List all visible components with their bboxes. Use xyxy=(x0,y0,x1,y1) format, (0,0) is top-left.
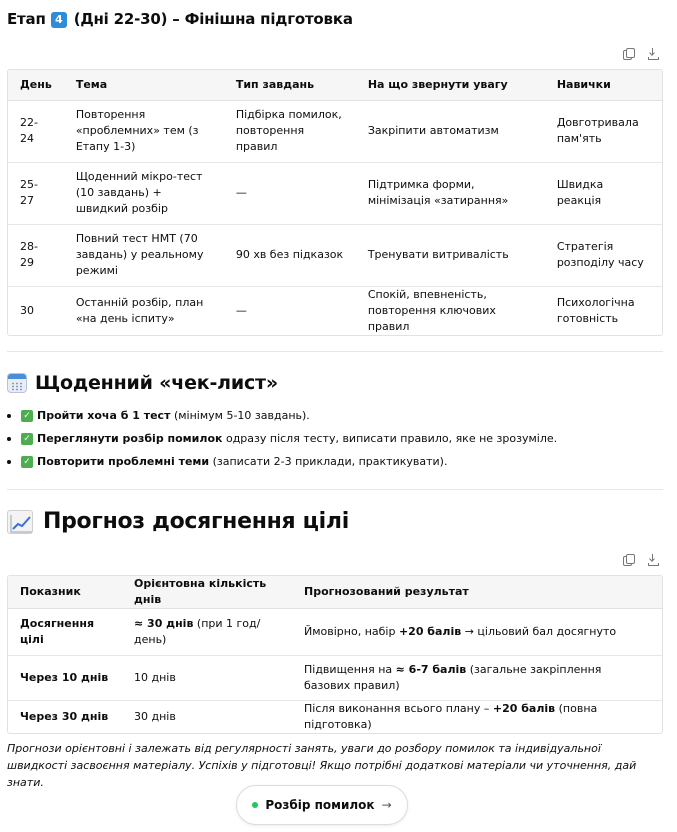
table-cell: Довготривала пам'ять xyxy=(545,100,662,162)
calendar-icon xyxy=(7,373,27,393)
check-mark-icon: ✓ xyxy=(21,433,33,445)
table-cell: 25-27 xyxy=(8,162,64,224)
table-cell: 90 хв без підказок xyxy=(224,224,356,286)
table-header: Тема xyxy=(64,70,224,100)
table-row xyxy=(8,286,662,335)
checklist-heading xyxy=(7,372,278,394)
forecast-table xyxy=(7,575,663,734)
table-toolbar xyxy=(623,554,659,566)
stage-title-rest: (Дні 22-30) – Фінішна підготовка xyxy=(73,10,353,28)
stage-title-prefix: Етап xyxy=(7,10,46,28)
table-cell: 30 xyxy=(20,303,34,317)
bullet xyxy=(7,414,11,418)
item-text: (мінімум 5-10 завдань). xyxy=(170,409,310,422)
checklist-title: Щоденний «чек-лист» xyxy=(35,372,278,394)
table-row xyxy=(8,701,662,734)
table-row xyxy=(8,656,662,701)
list-item xyxy=(7,450,557,473)
forecast-heading xyxy=(7,509,349,534)
table-header: Прогнозований результат xyxy=(292,576,662,609)
table-cell: Щоденний мікро-тест (10 завдань) + швидкий розбір xyxy=(64,162,224,224)
table-cell: Ймовірно, набір +20 балів → цільовий бал досягнуто xyxy=(292,609,662,656)
table-cell: Стратегія розподілу часу xyxy=(545,224,662,286)
stage-heading xyxy=(7,10,353,28)
table-cell: Швидка реакція xyxy=(545,162,662,224)
check-mark-icon: ✓ xyxy=(21,410,33,422)
arrow-right-icon: → xyxy=(381,798,392,812)
table-cell: 10 днів xyxy=(122,656,292,701)
stage-table xyxy=(7,69,663,336)
table-cell: Повторення «проблемних» тем (з Етапу 1-3) xyxy=(64,100,224,162)
table-cell: Через 30 днів xyxy=(20,710,109,723)
table-cell: Психологічна готовність xyxy=(556,295,635,325)
checklist xyxy=(7,404,557,473)
table-cell: ≈ 30 днів (при 1 год/день) xyxy=(122,609,292,656)
item-text: (записати 2-3 приклади, практикувати). xyxy=(209,455,448,468)
list-item xyxy=(7,404,557,427)
table-cell: Через 10 днів xyxy=(8,656,122,701)
table-cell: Спокій, впевненість, повторення ключових правил xyxy=(367,287,496,333)
table-header: Навички xyxy=(545,70,662,100)
list-item xyxy=(7,427,557,450)
table-header: На що звернути увагу xyxy=(356,70,545,100)
section-divider xyxy=(7,489,663,490)
table-header: Орієнтовна кількість днів xyxy=(122,576,292,609)
check-mark-icon: ✓ xyxy=(21,456,33,468)
table-cell: 28-29 xyxy=(8,224,64,286)
table-header: Показник xyxy=(8,576,122,609)
table-cell: — xyxy=(235,303,247,317)
item-text: одразу після тесту, виписати правило, яке не зрозуміле. xyxy=(222,432,558,445)
table-cell: Досягнення цілі xyxy=(8,609,122,656)
copy-icon[interactable] xyxy=(623,48,635,60)
item-bold: Переглянути розбір помилок xyxy=(37,432,223,445)
table-header: День xyxy=(8,70,64,100)
table-cell: Підвищення на ≈ 6-7 балів (загальне закріплення базових правил) xyxy=(292,656,662,701)
table-toolbar xyxy=(623,48,659,60)
section-divider xyxy=(7,351,663,352)
forecast-title: Прогноз досягнення цілі xyxy=(43,509,349,534)
table-header-row xyxy=(8,576,662,609)
suggestion-label: Розбір помилок xyxy=(265,798,375,812)
table-header: Тип завдань xyxy=(224,70,356,100)
table-cell: Підтримка форми, мінімізація «затирання» xyxy=(356,162,545,224)
table-row xyxy=(8,162,662,224)
table-header-row xyxy=(8,70,662,100)
table-cell: Підбірка помилок, повторення правил xyxy=(224,100,356,162)
status-dot-icon xyxy=(252,802,258,808)
table-cell: Після виконання всього плану – +20 балів (повна підготовка) xyxy=(304,702,598,731)
table-cell: — xyxy=(224,162,356,224)
download-icon[interactable] xyxy=(647,48,659,60)
download-icon[interactable] xyxy=(647,554,659,566)
table-cell: Повний тест НМТ (70 завдань) у реальному режимі xyxy=(64,224,224,286)
table-cell: 30 днів xyxy=(134,710,176,723)
bullet xyxy=(7,437,11,441)
chart-increasing-icon xyxy=(7,510,33,534)
suggestion-button[interactable] xyxy=(236,785,408,825)
table-row xyxy=(8,224,662,286)
item-bold: Пройти хоча б 1 тест xyxy=(37,409,171,422)
item-bold: Повторити проблемні теми xyxy=(37,455,210,468)
copy-icon[interactable] xyxy=(623,554,635,566)
keycap-digit-icon: 4 xyxy=(51,12,67,28)
table-cell: Закріпити автоматизм xyxy=(356,100,545,162)
table-cell: 22-24 xyxy=(8,100,64,162)
table-cell: Останній розбір, план «на день іспиту» xyxy=(75,295,204,325)
table-row xyxy=(8,609,662,656)
table-row xyxy=(8,100,662,162)
bullet xyxy=(7,460,11,464)
disclaimer-note: Прогнози орієнтовні і залежать від регулярності занять, уваги до розбору помилок та індивідуальної швидкості засвоєння матеріалу. Успіхів у підготовці! Якщо потрібні додаткові матеріали чи уточнення, дай знати. xyxy=(7,742,637,789)
table-cell: Тренувати витривалість xyxy=(356,224,545,286)
